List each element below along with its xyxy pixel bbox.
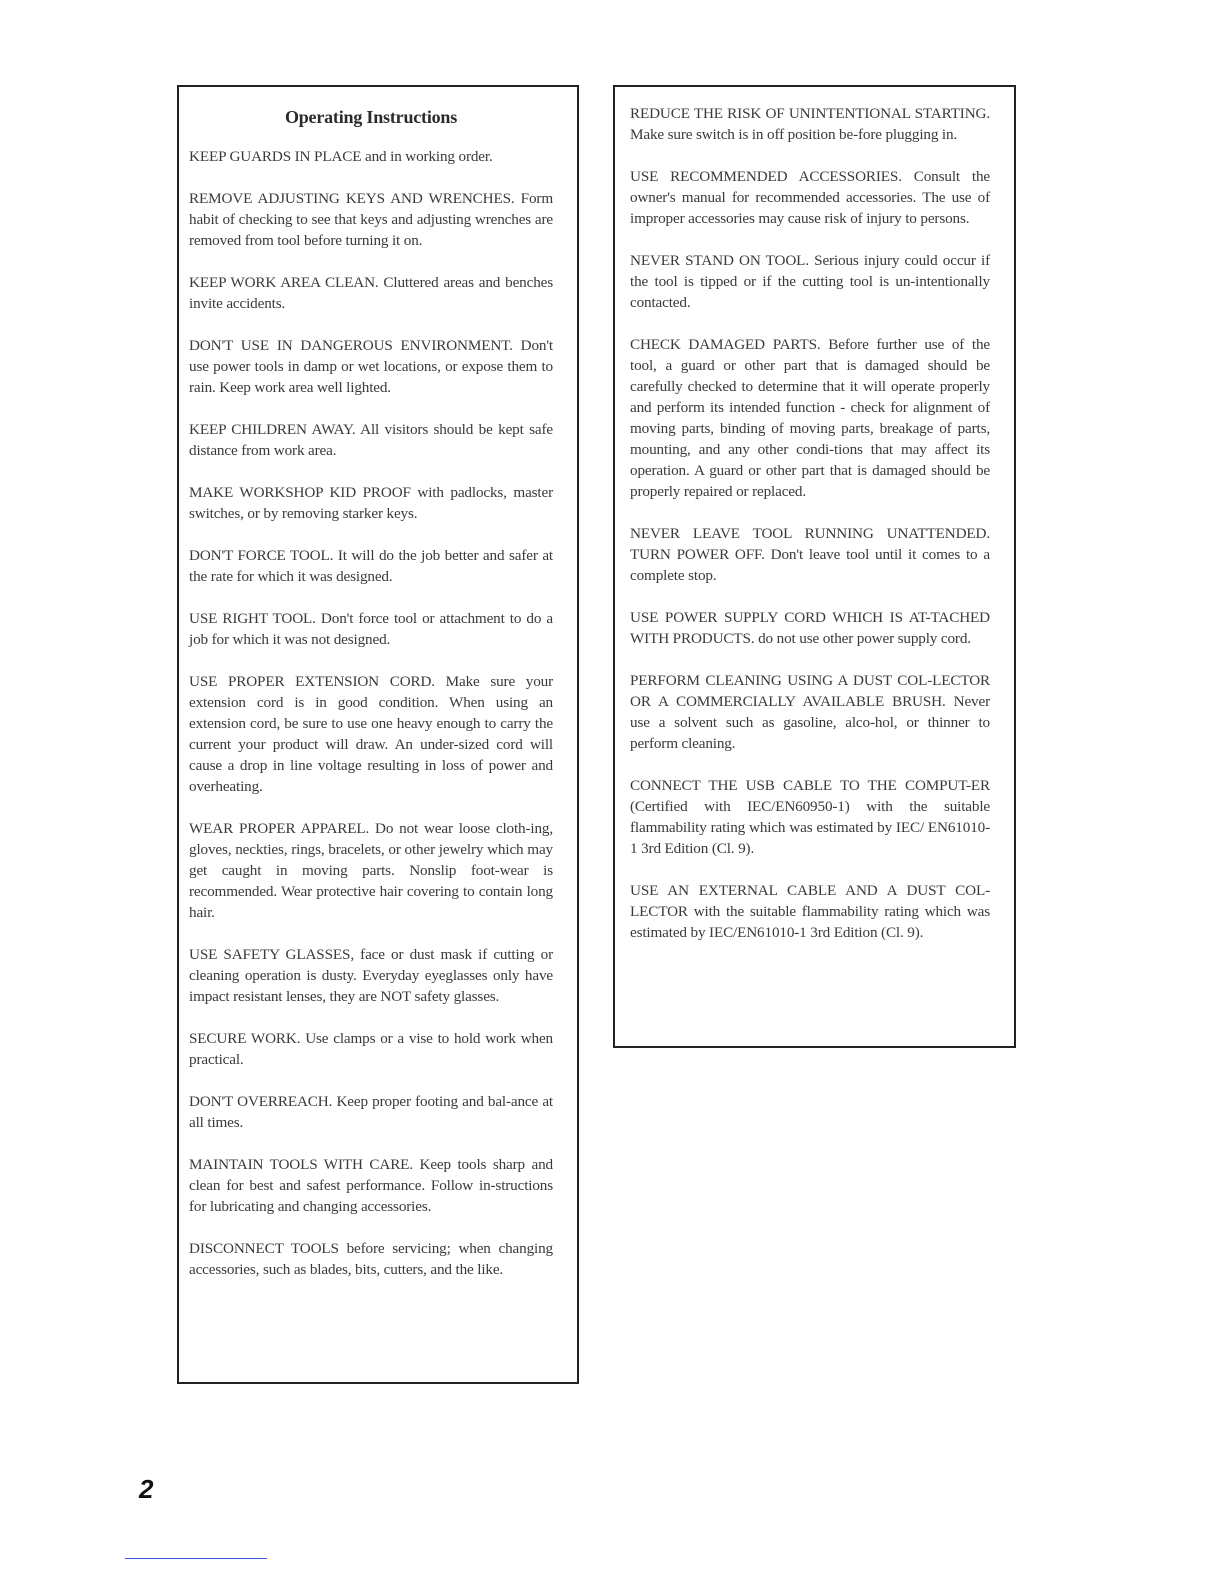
instruction-unintentional-starting: REDUCE THE RISK OF UNINTENTIONAL STARTING. Make sure switch is in off position be-fore plugging in. bbox=[630, 105, 990, 143]
instruction-connect-usb: CONNECT THE USB CABLE TO THE COMPUT-ER (Certified with IEC/EN60950-1) with the suitable flammability rating which was estimated by IEC/ EN61010-1 3rd Edition (Cl. 9). bbox=[630, 777, 990, 857]
instruction-extension-cord: USE PROPER EXTENSION CORD. Make sure your extension cord is in good condition. When using an extension cord, be sure to use one heavy enough to carry the current your product will draw. An under-sized cord will cause a drop in line voltage resulting in loss of power and overheating. bbox=[189, 673, 553, 795]
operating-instructions-left-column bbox=[177, 85, 579, 1384]
footer-divider bbox=[125, 1558, 267, 1559]
instruction-disconnect-tools: DISCONNECT TOOLS before servicing; when changing accessories, such as blades, bits, cutters, and the like. bbox=[189, 1240, 553, 1278]
page-number: 2 bbox=[139, 1474, 154, 1504]
instruction-proper-apparel: WEAR PROPER APPAREL. Do not wear loose cloth-ing, gloves, neckties, rings, bracelets, or other jewelry which may get caught in moving parts. Nonslip foot-wear is recommended. Wear protective hair covering to contain long hair. bbox=[189, 820, 553, 921]
instruction-power-supply-cord: USE POWER SUPPLY CORD WHICH IS AT-TACHED WITH PRODUCTS. do not use other power supply cord. bbox=[630, 609, 990, 647]
instruction-secure-work: SECURE WORK. Use clamps or a vise to hold work when practical. bbox=[189, 1030, 553, 1068]
instruction-dont-overreach: DON'T OVERREACH. Keep proper footing and bal-ance at all times. bbox=[189, 1093, 553, 1131]
instruction-dont-force-tool: DON'T FORCE TOOL. It will do the job better and safer at the rate for which it was designed. bbox=[189, 547, 553, 585]
instruction-external-cable: USE AN EXTERNAL CABLE AND A DUST COL-LECTOR with the suitable flammability rating which was estimated by IEC/EN61010-1 3rd Edition (Cl. 9). bbox=[630, 882, 990, 941]
instruction-perform-cleaning: PERFORM CLEANING USING A DUST COL-LECTOR OR A COMMERCIALLY AVAILABLE BRUSH. Never use a solvent such as gasoline, alco-hol, or thinner to perform cleaning. bbox=[630, 672, 990, 752]
instruction-safety-glasses: USE SAFETY GLASSES, face or dust mask if cutting or cleaning operation is dusty. Everyday eyeglasses only have impact resistant lenses, they are NOT safety glasses. bbox=[189, 946, 553, 1005]
instruction-children-away: KEEP CHILDREN AWAY. All visitors should be kept safe distance from work area. bbox=[189, 421, 553, 459]
instruction-never-leave-running: NEVER LEAVE TOOL RUNNING UNATTENDED. TURN POWER OFF. Don't leave tool until it comes to a complete stop. bbox=[630, 525, 990, 584]
instruction-remove-keys: REMOVE ADJUSTING KEYS AND WRENCHES. Form habit of checking to see that keys and adjusting wrenches are removed from tool before turning it on. bbox=[189, 190, 553, 249]
instruction-check-damaged-parts: CHECK DAMAGED PARTS. Before further use of the tool, a guard or other part that is damaged should be carefully checked to determine that it will operate properly and perform its intended function - check for alignment of moving parts, binding of moving parts, breakage of parts, mounting, and any other condi-tions that may affect its operation. A guard or other part that is damaged should be properly repaired or replaced. bbox=[630, 336, 990, 500]
instruction-maintain-tools: MAINTAIN TOOLS WITH CARE. Keep tools sharp and clean for best and safest performance. Follow in-structions for lubricating and changing accessories. bbox=[189, 1156, 553, 1215]
instruction-right-tool: USE RIGHT TOOL. Don't force tool or attachment to do a job for which it was not designed. bbox=[189, 610, 553, 648]
instruction-never-stand-on-tool: NEVER STAND ON TOOL. Serious injury could occur if the tool is tipped or if the cutting tool is un-intentionally contacted. bbox=[630, 252, 990, 311]
instruction-recommended-accessories: USE RECOMMENDED ACCESSORIES. Consult the owner's manual for recommended accessories. The use of improper accessories may cause risk of injury to persons. bbox=[630, 168, 990, 227]
instruction-dangerous-environment: DON'T USE IN DANGEROUS ENVIRONMENT. Don't use power tools in damp or wet locations, or expose them to rain. Keep work area well lighted. bbox=[189, 337, 553, 396]
instruction-keep-guards: KEEP GUARDS IN PLACE and in working order. bbox=[189, 148, 493, 165]
operating-instructions-right-column bbox=[613, 85, 1016, 1048]
instruction-kid-proof: MAKE WORKSHOP KID PROOF with padlocks, master switches, or by removing starker keys. bbox=[189, 484, 553, 522]
instruction-work-area-clean: KEEP WORK AREA CLEAN. Cluttered areas and benches invite accidents. bbox=[189, 274, 553, 312]
section-title: Operating Instructions bbox=[284, 107, 458, 127]
